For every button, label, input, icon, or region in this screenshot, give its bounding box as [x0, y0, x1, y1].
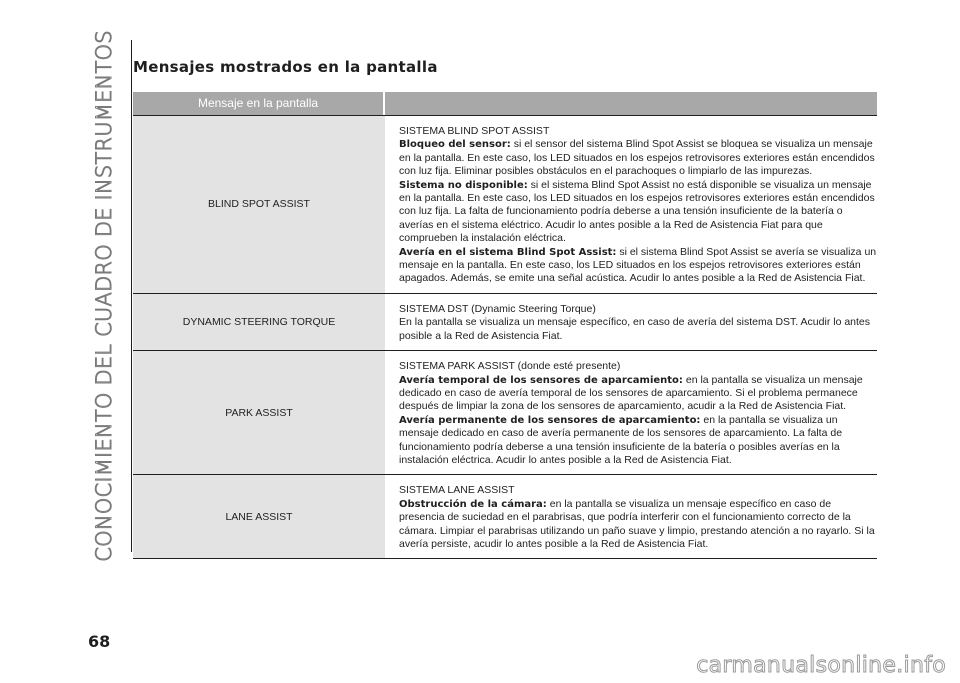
table-row-blind-spot-assist	[133, 116, 877, 294]
message-label: DYNAMIC STEERING TORQUE	[133, 294, 385, 350]
message-description	[385, 475, 877, 558]
description-item	[399, 179, 877, 246]
table-header-message: Mensaje en la pantalla	[133, 92, 383, 115]
table-header	[133, 92, 877, 115]
item-term: Bloqueo del sensor:	[399, 139, 511, 151]
item-text: si el sistema Blind Spot Assist no está disponible se visualiza un mensaje en la pantalla. En este caso, los LED situados en los espejos retrovisores exteriores están encendidos con luz fija. La falta de funcionamiento podría deberse a una tensión insuficiente de la batería o averías en el sistema eléctrico. Acudir lo antes posible a la Red de Asistencia Fiat para que comprueben la instalación eléctrica.	[399, 178, 875, 245]
item-text: en la pantalla se visualiza un mensaje dedicado en caso de avería temporal de los sensores de aparcamiento. Si el problema permanece después de limpiar la zona de los sensores de aparcamiento, acudir a la Red de Asistencia Fiat.	[399, 373, 863, 413]
system-name: SISTEMA LANE ASSIST	[399, 484, 515, 497]
message-description	[385, 351, 877, 474]
system-name: SISTEMA BLIND SPOT ASSIST	[399, 125, 550, 137]
messages-table	[133, 92, 877, 559]
description-item	[399, 498, 877, 552]
item-term: Avería en el sistema Blind Spot Assist:	[399, 246, 617, 258]
description-item	[399, 414, 877, 468]
table-header-description	[385, 92, 877, 115]
page-number: 68	[88, 632, 111, 651]
message-label: BLIND SPOT ASSIST	[133, 116, 385, 293]
side-divider	[131, 40, 132, 552]
description-item	[399, 374, 877, 414]
item-term: Avería temporal de los sensores de aparcamiento:	[399, 374, 683, 386]
item-text: en la pantalla se visualiza un mensaje específico en caso de presencia de suciedad en el parabrisas, que podría interferir con el funcionamiento correcto de la cámara. Limpiar el parabrisas utilizando un paño suave y limpio, prestando atención a no rayarlo. Si la avería persiste, acudir lo antes posible a la Red de Asistencia Fiat.	[399, 497, 875, 550]
section-side-title-text: CONOCIMIENTO DEL CUADRO DE INSTRUMENTOS	[92, 30, 117, 562]
item-text: si el sistema Blind Spot Assist se avería se visualiza un mensaje en la pantalla. En este caso, los LED situados en los espejos retrovisores exteriores están apagados. Además, se emite una señal acústica. Acudir lo antes posible a la Red de Asistencia Fiat.	[399, 245, 877, 285]
item-term: Obstrucción de la cámara:	[399, 498, 547, 510]
item-text: En la pantalla se visualiza un mensaje específico, en caso de avería del sistema DST. Acudir lo antes posible a la Red de Asistencia Fiat.	[399, 316, 871, 342]
item-text: en la pantalla se visualiza un mensaje dedicado en caso de avería permanente de los sensores de aparcamiento. La falta de funcionamiento podría deberse a una tensión insuficiente de la batería o posibles averías en la instalación eléctrica. Acudir lo antes posible a la Red de Asistencia Fiat.	[399, 413, 843, 466]
system-name: SISTEMA DST (Dynamic Steering Torque)	[399, 302, 596, 315]
table-row-lane-assist	[133, 475, 877, 559]
message-label: LANE ASSIST	[133, 475, 385, 558]
description-item	[399, 138, 877, 178]
table-row-dynamic-steering-torque	[133, 294, 877, 351]
item-text: si el sensor del sistema Blind Spot Assist se bloquea se visualiza un mensaje en la pantalla. En este caso, los LED situados en los espejos retrovisores exteriores están encendidos con luz fija. Eliminar posibles obstáculos en el parachoques o limpiarlo de las impurezas.	[399, 138, 875, 178]
message-description	[385, 294, 877, 350]
item-term: Sistema no disponible:	[399, 179, 528, 191]
description-item	[399, 246, 877, 286]
message-description	[385, 116, 877, 293]
description-item	[399, 316, 877, 343]
table-row-park-assist	[133, 351, 877, 475]
section-side-title	[84, 30, 124, 562]
system-name: SISTEMA PARK ASSIST (donde esté presente)	[399, 360, 621, 373]
page-title: Mensajes mostrados en la pantalla	[133, 58, 438, 76]
item-term: Avería permanente de los sensores de aparcamiento:	[399, 414, 701, 426]
message-label: PARK ASSIST	[133, 351, 385, 474]
watermark: carmanualsonline.info	[696, 653, 946, 678]
